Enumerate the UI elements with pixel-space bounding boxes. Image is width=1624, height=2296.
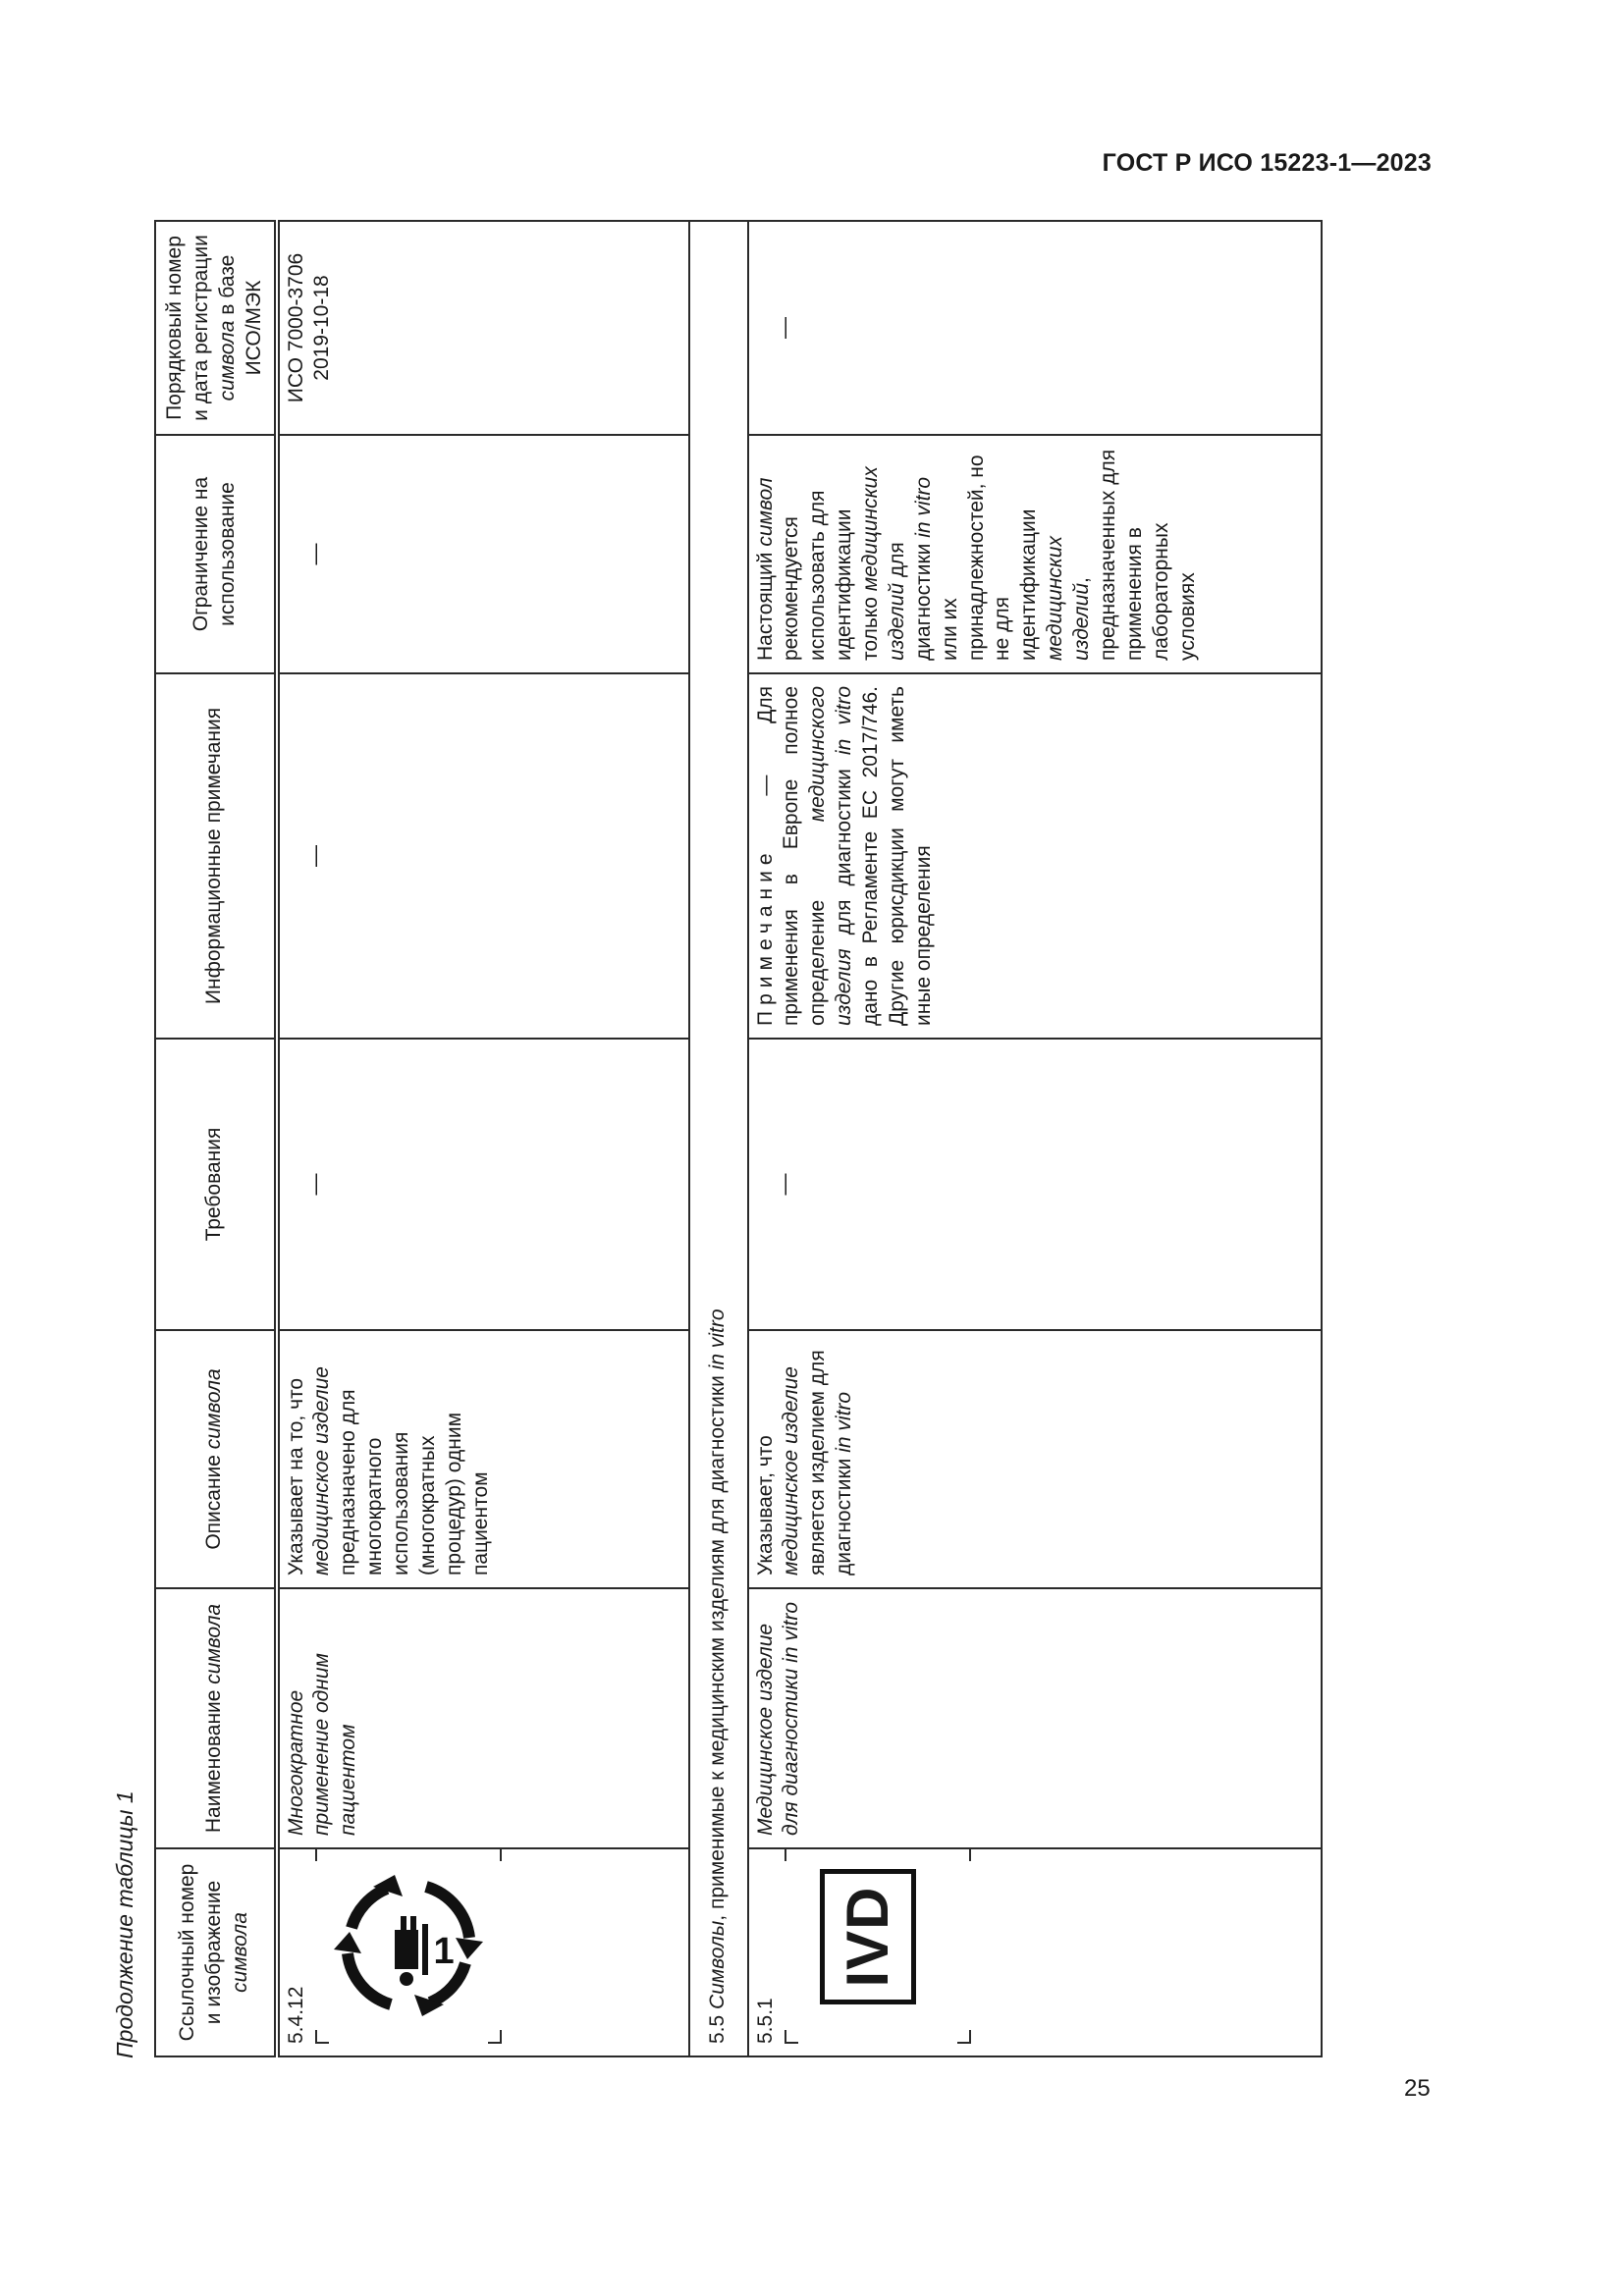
section-title: 5.5 Символы, применимые к медицинским изделиям для диагностики in vitro [689,221,748,2056]
table-row [277,221,689,2056]
cell-symbol-description: Указывает, что медицинское изделие является изделием для диагностики in vitro [748,1330,1323,1588]
symbol-frame [315,1847,502,2044]
single-patient-multiple-use-icon [315,1847,502,2044]
cell-symbol-name: Медицинское изделие для диагностики in vitro [748,1588,1323,1848]
cell-restriction: Настоящий символ рекомендуется использовать для идентификации только медицинских изделий для диагностики in vitro или их принадлежностей, но не для идентификации медицинских изделий, предназначенных для применения в лабораторных условиях [748,435,1323,673]
table-row [748,221,1323,2056]
col-header-registration: Порядковый номер и дата регистрации символа в базе ИСО/МЭК [155,221,277,435]
page-number: 25 [1404,2075,1431,2102]
document-header: ГОСТ Р ИСО 15223-1—2023 [1102,149,1432,177]
cell-ref-symbol [748,1848,1323,2056]
ref-number: 5.5.1 [753,1998,777,2044]
col-header-description: Описание символа [155,1330,277,1588]
table-caption: Продолжение таблицы 1 [112,1790,137,2058]
col-header-name: Наименование символа [155,1588,277,1848]
cell-registration: — [748,221,1323,435]
ref-number: 5.4.12 [284,1986,307,2044]
cell-symbol-name: Многократное применение одним пациентом [277,1588,689,1848]
cell-registration: ИСО 7000-3706 2019-10-18 [277,221,689,435]
cell-notes: Примечание — Для применения в Европе полное определение медицинского изделия для диагностики in vitro дано в Регламенте ЕС 2017/746. Другие юрисдикции могут иметь иные определения [748,673,1323,1039]
symbol-frame [785,1847,971,2044]
cell-symbol-description: Указывает на то, что медицинское изделие предназначено для многократного использования (многократных процедур) одним пациентом [277,1330,689,1588]
table-header-row [155,221,277,2056]
rotated-table-container [154,222,1323,2057]
col-header-notes: Информационные примечания [155,673,277,1039]
cell-restriction: — [277,435,689,673]
cell-requirements: — [748,1039,1323,1330]
col-header-ref: Ссылочный номер и изображение символа [155,1848,277,2056]
section-row [689,221,748,2056]
cell-notes: — [277,673,689,1039]
col-header-requirements: Требования [155,1039,277,1330]
cell-requirements: — [277,1039,689,1330]
col-header-restriction: Ограничение на использование [155,435,277,673]
svg-text:1: 1 [433,1931,455,1972]
ivd-icon: IVD [820,1869,916,2004]
symbols-table [154,220,1323,2057]
cell-ref-symbol [277,1848,689,2056]
